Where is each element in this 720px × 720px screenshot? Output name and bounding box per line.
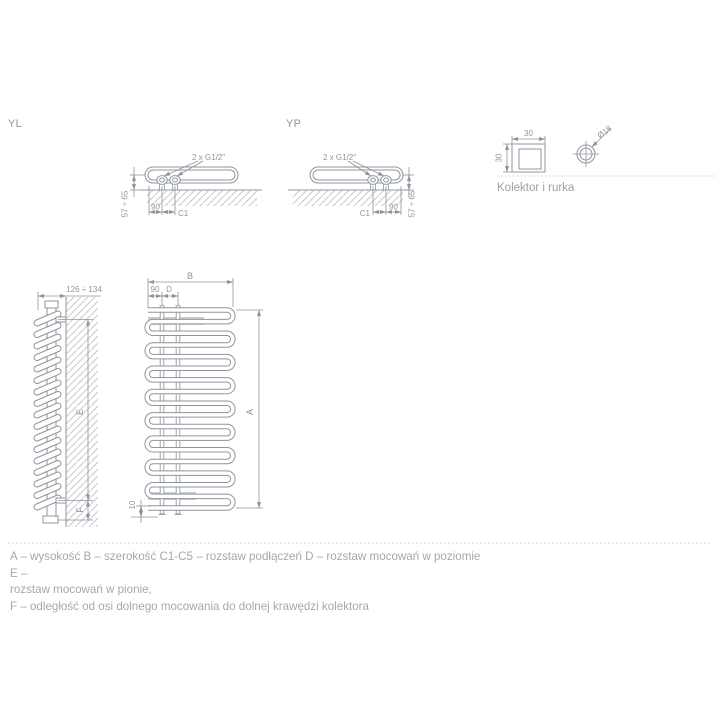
side-view-drawing [37,292,101,527]
side-e-label: E [75,408,85,416]
yl-wall-hatch [147,190,257,206]
legend-line-3: F – odległość od osi dolnego mocowania do dolnej krawędzi kolektora [10,599,369,613]
front-d-label: D [166,285,172,294]
collector-caption: Kolektor i rurka [497,182,575,194]
yl-dim-90-label: 90 [151,202,160,212]
legend-line-1: A – wysokość B – szerokość C1-C5 – rozstaw podłączeń D – rozstaw mocowań w poziomie E – [10,550,481,580]
front-view-drawing [131,278,263,523]
front-a-label: A [245,408,255,416]
collector-height-label: 30 [494,153,504,163]
side-collector-bottom-cap [43,516,58,523]
yl-thread-label: 2 x G1/2" [192,153,226,162]
yp-wall-distance-label: 57 ÷ 65 [407,190,417,218]
yp-dim-90-label: 90 [389,202,398,212]
yl-wall-distance-dim [130,167,145,197]
yp-dim-c1-label: C1 [359,209,370,218]
tube-diameter-label: Ø18 [595,123,614,141]
collector-height-dim [503,144,512,172]
collector-width-label: 30 [524,129,533,138]
variant-title-yl: YL [8,118,23,130]
yp-wall-hatch [293,190,403,206]
front-10-label: 10 [128,500,137,510]
legend-line-2: rozstaw mocowań w pionie, [10,583,152,596]
collector-square-inner [519,149,541,169]
yl-dim-c1-label: C1 [178,209,189,218]
front-90-label: 90 [150,285,160,294]
front-b-label: B [186,271,194,281]
side-f-label: F [75,507,85,513]
front-b-dim [148,278,233,308]
side-collector-top-cap [45,301,58,308]
variant-title-yp: YP [286,118,302,130]
yl-detail-drawing [130,161,262,215]
collector-profile-drawing [503,128,611,172]
yp-thread-label: 2 x G1/2" [323,153,357,162]
side-depth-label: 126 ÷ 134 [66,285,102,294]
front-90-d-dims [148,292,178,306]
yl-wall-distance-label: 57 ÷ 65 [120,190,130,218]
collector-square-outer [512,144,545,172]
